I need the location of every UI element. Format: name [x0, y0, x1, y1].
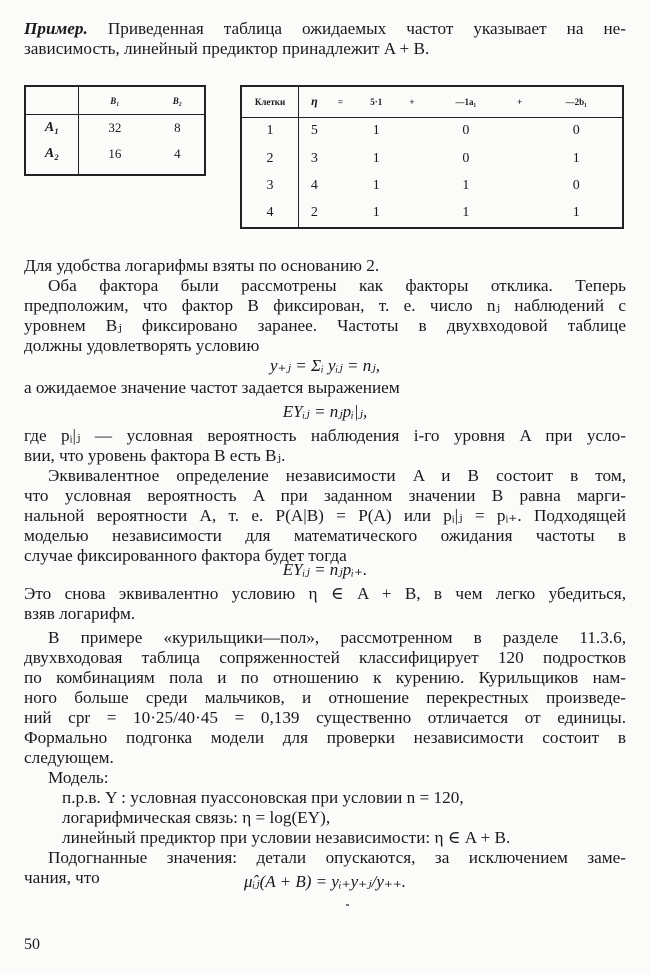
- text-line: где pᵢ|ⱼ — условная вероятность наблюдения i-го уровня A при усло-: [24, 426, 626, 445]
- text-line: что условная вероятность A при заданном значении B равна марги-: [24, 486, 626, 505]
- text-line: п.р.в. Y : условная пуассоновская при условии n = 120,: [62, 788, 464, 807]
- text-line: ного больше среди мальчиков, и отношение перекрестных произведе-: [24, 688, 626, 707]
- table1-cell: 4: [174, 146, 181, 161]
- table1-row-label: A₂: [25, 141, 79, 167]
- equation-4: μ̂ᵢⱼ(A + B) = yᵢ₊y₊ⱼ/y₊₊.: [243, 872, 407, 891]
- table2-col-const: 5·1: [351, 86, 401, 117]
- table2-cell: 0: [462, 150, 470, 166]
- text-line: должны удовлетворять условию: [24, 336, 260, 355]
- table1-col-b1: B₁: [79, 86, 151, 115]
- table2-col-a: —1a₁: [423, 86, 509, 117]
- text-line: по комбинациям пола и по отношению к курению. Курильщиков нам-: [24, 668, 626, 687]
- text-line: двухвходовая таблица сопряженностей классифицирует 120 подростков: [24, 648, 626, 667]
- text-line: Модель:: [48, 768, 109, 787]
- text-line: логарифмическая связь: η = log(EY),: [62, 808, 331, 827]
- table2-col-plus: +: [509, 86, 530, 117]
- table2-cell-index: 1: [241, 117, 299, 145]
- text-line: Формально подгонка модели для проверки независимости состоит в: [24, 728, 626, 747]
- table2-cell-index: 4: [241, 200, 299, 228]
- table2-cell-index: 3: [241, 172, 299, 199]
- table2-cell: 1: [462, 205, 470, 221]
- table1-cell: 32: [108, 120, 122, 135]
- text-line: а ожидаемое значение частот задается выражением: [24, 378, 400, 397]
- text-line: В примере «курильщики—пол», рассмотренном в разделе 11.3.6,: [48, 628, 626, 647]
- text-line: случае фиксированного фактора будет тогда: [24, 546, 347, 565]
- text-line: вии, что уровень фактора B есть Bⱼ.: [24, 446, 286, 465]
- table1-row-label: A₁: [25, 115, 79, 142]
- page-number: 50: [24, 936, 40, 953]
- table2-cell: 4: [310, 177, 318, 193]
- table2-cell: 1: [572, 150, 580, 166]
- table2-cell: 1: [372, 177, 380, 193]
- table2-cell: 3: [310, 150, 318, 166]
- text-line: следующем.: [24, 748, 114, 767]
- table2-col-eta: η: [299, 86, 330, 117]
- linear-predictor-table: [240, 85, 624, 229]
- table2-cell-index: 2: [241, 145, 299, 172]
- text-line: нальной вероятности A, т. е. P(A|B) = P(A) или pᵢ|ⱼ = pᵢ₊. Подходящей: [24, 506, 626, 525]
- table2-col-cells: Клетки: [241, 86, 299, 117]
- table2-cell: 1: [462, 177, 470, 193]
- intro-line-2: зависимость, линейный предиктор принадлежит A + B.: [24, 39, 430, 58]
- table1-corner: [25, 86, 79, 115]
- table2-cell: 1: [372, 150, 380, 166]
- text-line: уровнем Bⱼ фиксировано заранее. Частоты в двухвходовой таблице: [24, 316, 626, 335]
- table2-col-b: —2b₁: [530, 86, 623, 117]
- text-line: Эквивалентное определение независимости A и B состоит в том,: [48, 466, 626, 485]
- text-line: предположим, что фактор B фиксирован, т. е. число nⱼ наблюдений с: [24, 296, 626, 315]
- text-line: ний cpr = 10·25/40·45 = 0,139 существенно отличается от единицы.: [24, 708, 626, 727]
- table2-cell: 2: [310, 205, 318, 221]
- table2-col-plus: +: [401, 86, 422, 117]
- table1-col-b2: B₂: [151, 86, 205, 115]
- intro-line-1: [24, 19, 626, 39]
- equation-2: EYᵢⱼ = nⱼpᵢ|ⱼ,: [282, 402, 368, 421]
- text-line: линейный предиктор при условии независимости: η ∈ A + B.: [62, 828, 511, 847]
- equation-3: EYᵢⱼ = nⱼpᵢ₊.: [282, 560, 368, 579]
- text-line: Подогнанные значения: детали опускаются, за исключением заме-: [48, 848, 626, 867]
- text-line: Это снова эквивалентно условию η ∈ A + B, в чем легко убедиться,: [24, 584, 626, 603]
- table1-cell: 8: [174, 120, 181, 135]
- text-line: взяв логарифм.: [24, 604, 136, 623]
- table2-cell: 0: [572, 177, 580, 193]
- table2-cell: 0: [572, 123, 580, 139]
- table2-cell: 0: [462, 123, 470, 139]
- expected-frequencies-table: [24, 85, 206, 176]
- text-line: Для удобства логарифмы взяты по основанию 2.: [24, 256, 380, 275]
- table2-cell: 1: [372, 205, 380, 221]
- scan-speck: [346, 904, 349, 906]
- text-line: чания, что: [24, 868, 100, 887]
- table2-col-eq: =: [330, 86, 351, 117]
- table2-cell: 1: [572, 205, 580, 221]
- text-line: Оба фактора были рассмотрены как факторы отклика. Теперь: [48, 276, 626, 295]
- equation-1: y₊ⱼ = Σᵢ yᵢⱼ = nⱼ,: [270, 356, 380, 375]
- table2-cell: 5: [310, 123, 318, 139]
- intro-line-1-text: Приведенная таблица ожидаемых частот указывает на не-: [107, 19, 626, 38]
- text-line: моделью независимости для математического ожидания частоты в: [24, 526, 626, 545]
- example-label: Пример.: [24, 19, 88, 38]
- table2-cell: 1: [372, 123, 380, 139]
- table1-cell: 16: [108, 146, 122, 161]
